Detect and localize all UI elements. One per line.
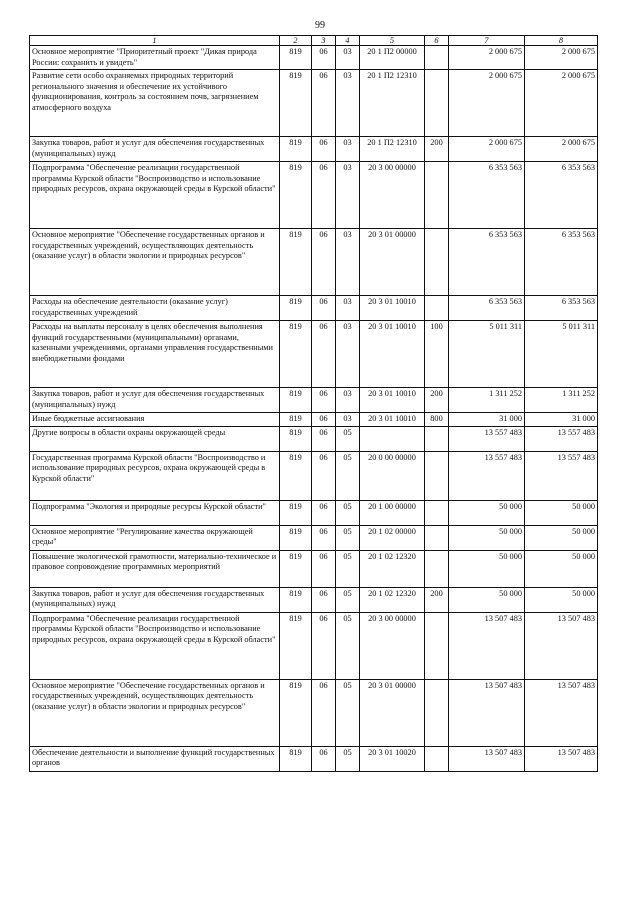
amount-year2-cell: 2 000 675 — [525, 46, 598, 70]
row-name-cell: Закупка товаров, работ и услуг для обеспечения государственных (муниципальных) нужд — [30, 388, 280, 413]
amount-year1-cell: 50 000 — [449, 500, 525, 525]
amount-year1-cell: 13 507 483 — [449, 746, 525, 771]
admin-code-cell: 819 — [280, 46, 312, 70]
amount-year1-cell: 13 507 483 — [449, 612, 525, 679]
section-code-cell: 06 — [312, 550, 336, 587]
table-row — [30, 426, 598, 451]
section-code-cell: 06 — [312, 426, 336, 451]
row-name-cell: Подпрограмма "Обеспечение реализации государственной программы Курской области "Воспроизводство и использование природных ресурсов, охрана окружающей среды в Курской области" — [30, 162, 280, 229]
amount-year2-cell: 13 507 483 — [525, 746, 598, 771]
expense-type-cell — [425, 426, 449, 451]
amount-year2-cell: 13 507 483 — [525, 679, 598, 746]
admin-code-cell: 819 — [280, 550, 312, 587]
expense-type-cell: 200 — [425, 587, 449, 612]
section-code-cell: 06 — [312, 137, 336, 162]
section-code-cell: 06 — [312, 612, 336, 679]
target-item-cell: 20 3 01 10010 — [360, 413, 425, 427]
row-name-cell: Основное мероприятие "Обеспечение государственных органов и государственных учреждений, осуществляющих деятельность (оказание услуг) в области экологии и природных ресурсов" — [30, 229, 280, 296]
amount-year2-cell: 13 557 483 — [525, 426, 598, 451]
section-code-cell: 06 — [312, 587, 336, 612]
expense-type-cell — [425, 679, 449, 746]
row-name-cell: Основное мероприятие "Обеспечение государственных органов и государственных учреждений, осуществляющих деятельность (оказание услуг) в области экологии и природных ресурсов" — [30, 679, 280, 746]
target-item-cell: 20 1 02 12320 — [360, 587, 425, 612]
subsection-code-cell: 03 — [336, 162, 360, 229]
table-row — [30, 229, 598, 296]
expense-type-cell — [425, 525, 449, 550]
subsection-code-cell: 03 — [336, 46, 360, 70]
section-code-cell: 06 — [312, 162, 336, 229]
table-row — [30, 388, 598, 413]
amount-year2-cell: 50 000 — [525, 587, 598, 612]
row-name-cell: Расходы на выплаты персоналу в целях обеспечения выполнения функций государственными (муниципальными) органами, казенными учреждениями, органами управления государственными внебюджетными фондами — [30, 321, 280, 388]
table-header-row — [30, 36, 598, 46]
amount-year2-cell: 31 000 — [525, 413, 598, 427]
subsection-code-cell: 05 — [336, 426, 360, 451]
admin-code-cell: 819 — [280, 137, 312, 162]
expense-type-cell — [425, 229, 449, 296]
expense-type-cell: 200 — [425, 388, 449, 413]
amount-year2-cell: 1 311 252 — [525, 388, 598, 413]
amount-year2-cell: 50 000 — [525, 500, 598, 525]
admin-code-cell: 819 — [280, 426, 312, 451]
target-item-cell: 20 1 02 12320 — [360, 550, 425, 587]
section-code-cell: 06 — [312, 321, 336, 388]
row-name-cell: Повышение экологической грамотности, материально-техническое и правовое сопровождение программных мероприятий — [30, 550, 280, 587]
admin-code-cell: 819 — [280, 587, 312, 612]
target-item-cell: 20 3 00 00000 — [360, 162, 425, 229]
section-code-cell: 06 — [312, 229, 336, 296]
target-item-cell: 20 1 П2 00000 — [360, 46, 425, 70]
amount-year2-cell: 6 353 563 — [525, 296, 598, 321]
admin-code-cell: 819 — [280, 296, 312, 321]
amount-year1-cell: 5 011 311 — [449, 321, 525, 388]
expense-type-cell — [425, 612, 449, 679]
target-item-cell: 20 1 00 00000 — [360, 500, 425, 525]
admin-code-cell: 819 — [280, 229, 312, 296]
admin-code-cell: 819 — [280, 679, 312, 746]
target-item-cell: 20 3 01 00000 — [360, 679, 425, 746]
column-header: 5 — [360, 36, 425, 46]
admin-code-cell: 819 — [280, 451, 312, 500]
expense-type-cell — [425, 162, 449, 229]
row-name-cell: Закупка товаров, работ и услуг для обеспечения государственных (муниципальных) нужд — [30, 587, 280, 612]
subsection-code-cell: 03 — [336, 70, 360, 137]
expense-type-cell — [425, 296, 449, 321]
amount-year1-cell: 50 000 — [449, 550, 525, 587]
amount-year2-cell: 2 000 675 — [525, 137, 598, 162]
section-code-cell: 06 — [312, 679, 336, 746]
amount-year1-cell: 6 353 563 — [449, 296, 525, 321]
admin-code-cell: 819 — [280, 388, 312, 413]
admin-code-cell: 819 — [280, 612, 312, 679]
amount-year2-cell: 2 000 675 — [525, 70, 598, 137]
row-name-cell: Государственная программа Курской области "Воспроизводство и использование природных ресурсов, охрана окружающей среды в Курской области" — [30, 451, 280, 500]
expense-type-cell — [425, 70, 449, 137]
amount-year1-cell: 2 000 675 — [449, 46, 525, 70]
expense-type-cell — [425, 500, 449, 525]
column-header: 4 — [336, 36, 360, 46]
table-row — [30, 296, 598, 321]
amount-year1-cell: 50 000 — [449, 587, 525, 612]
subsection-code-cell: 03 — [336, 413, 360, 427]
section-code-cell: 06 — [312, 296, 336, 321]
target-item-cell: 20 3 01 00000 — [360, 229, 425, 296]
target-item-cell: 20 1 П2 12310 — [360, 137, 425, 162]
amount-year1-cell: 31 000 — [449, 413, 525, 427]
amount-year2-cell: 5 011 311 — [525, 321, 598, 388]
amount-year1-cell: 13 557 483 — [449, 451, 525, 500]
admin-code-cell: 819 — [280, 413, 312, 427]
table-row — [30, 587, 598, 612]
section-code-cell: 06 — [312, 46, 336, 70]
admin-code-cell: 819 — [280, 746, 312, 771]
target-item-cell: 20 0 00 00000 — [360, 451, 425, 500]
amount-year1-cell: 2 000 675 — [449, 70, 525, 137]
section-code-cell: 06 — [312, 746, 336, 771]
subsection-code-cell: 03 — [336, 229, 360, 296]
section-code-cell: 06 — [312, 451, 336, 500]
target-item-cell: 20 3 01 10010 — [360, 296, 425, 321]
table-row — [30, 46, 598, 70]
target-item-cell — [360, 426, 425, 451]
table-row — [30, 525, 598, 550]
section-code-cell: 06 — [312, 500, 336, 525]
amount-year1-cell: 13 507 483 — [449, 679, 525, 746]
amount-year2-cell: 13 507 483 — [525, 612, 598, 679]
target-item-cell: 20 3 01 10010 — [360, 321, 425, 388]
table-row — [30, 550, 598, 587]
admin-code-cell: 819 — [280, 162, 312, 229]
section-code-cell: 06 — [312, 525, 336, 550]
column-header: 8 — [525, 36, 598, 46]
table-row — [30, 451, 598, 500]
subsection-code-cell: 05 — [336, 451, 360, 500]
expense-type-cell — [425, 550, 449, 587]
amount-year1-cell: 50 000 — [449, 525, 525, 550]
budget-table — [29, 35, 598, 772]
row-name-cell: Иные бюджетные ассигнования — [30, 413, 280, 427]
table-row — [30, 70, 598, 137]
row-name-cell: Подпрограмма "Обеспечение реализации государственной программы Курской области "Воспроизводство и использование природных ресурсов, охрана окружающей среды в Курской области" — [30, 612, 280, 679]
subsection-code-cell: 03 — [336, 137, 360, 162]
table-row — [30, 162, 598, 229]
table-row — [30, 679, 598, 746]
row-name-cell: Основное мероприятие "Регулирование качества окружающей среды" — [30, 525, 280, 550]
subsection-code-cell: 05 — [336, 679, 360, 746]
row-name-cell: Подпрограмма "Экология и природные ресурсы Курской области" — [30, 500, 280, 525]
expense-type-cell — [425, 451, 449, 500]
row-name-cell: Основное мероприятие "Приоритетный проект "Дикая природа России: сохранить и увидеть" — [30, 46, 280, 70]
amount-year1-cell: 6 353 563 — [449, 162, 525, 229]
target-item-cell: 20 1 П2 12310 — [360, 70, 425, 137]
row-name-cell: Обеспечение деятельности и выполнение функций государственных органов — [30, 746, 280, 771]
row-name-cell: Другие вопросы в области охраны окружающей среды — [30, 426, 280, 451]
admin-code-cell: 819 — [280, 500, 312, 525]
amount-year1-cell: 2 000 675 — [449, 137, 525, 162]
admin-code-cell: 819 — [280, 321, 312, 388]
admin-code-cell: 819 — [280, 525, 312, 550]
row-name-cell: Развитие сети особо охраняемых природных территорий регионального значения и обеспечение их устойчивого функционирования, контроль за состоянием почв, загрязнением атмосферного воздуха — [30, 70, 280, 137]
amount-year2-cell: 6 353 563 — [525, 162, 598, 229]
target-item-cell: 20 1 02 00000 — [360, 525, 425, 550]
expense-type-cell: 800 — [425, 413, 449, 427]
amount-year2-cell: 6 353 563 — [525, 229, 598, 296]
subsection-code-cell: 05 — [336, 500, 360, 525]
target-item-cell: 20 3 01 10020 — [360, 746, 425, 771]
subsection-code-cell: 03 — [336, 296, 360, 321]
table-row — [30, 746, 598, 771]
column-header: 6 — [425, 36, 449, 46]
table-row — [30, 137, 598, 162]
subsection-code-cell: 03 — [336, 321, 360, 388]
table-row — [30, 612, 598, 679]
target-item-cell: 20 3 00 00000 — [360, 612, 425, 679]
row-name-cell: Закупка товаров, работ и услуг для обеспечения государственных (муниципальных) нужд — [30, 137, 280, 162]
row-name-cell: Расходы на обеспечение деятельности (оказание услуг) государственных учреждений — [30, 296, 280, 321]
subsection-code-cell: 05 — [336, 550, 360, 587]
amount-year2-cell: 13 557 483 — [525, 451, 598, 500]
amount-year1-cell: 1 311 252 — [449, 388, 525, 413]
column-header: 3 — [312, 36, 336, 46]
amount-year2-cell: 50 000 — [525, 550, 598, 587]
table-row — [30, 500, 598, 525]
subsection-code-cell: 03 — [336, 388, 360, 413]
page-number: 99 — [315, 20, 325, 31]
amount-year1-cell: 6 353 563 — [449, 229, 525, 296]
admin-code-cell: 819 — [280, 70, 312, 137]
expense-type-cell — [425, 746, 449, 771]
column-header: 2 — [280, 36, 312, 46]
expense-type-cell: 200 — [425, 137, 449, 162]
subsection-code-cell: 05 — [336, 746, 360, 771]
table-row — [30, 413, 598, 427]
section-code-cell: 06 — [312, 388, 336, 413]
section-code-cell: 06 — [312, 70, 336, 137]
target-item-cell: 20 3 01 10010 — [360, 388, 425, 413]
subsection-code-cell: 05 — [336, 587, 360, 612]
column-header: 7 — [449, 36, 525, 46]
amount-year2-cell: 50 000 — [525, 525, 598, 550]
subsection-code-cell: 05 — [336, 525, 360, 550]
amount-year1-cell: 13 557 483 — [449, 426, 525, 451]
section-code-cell: 06 — [312, 413, 336, 427]
table-row — [30, 321, 598, 388]
expense-type-cell: 100 — [425, 321, 449, 388]
column-header: 1 — [30, 36, 280, 46]
subsection-code-cell: 05 — [336, 612, 360, 679]
expense-type-cell — [425, 46, 449, 70]
